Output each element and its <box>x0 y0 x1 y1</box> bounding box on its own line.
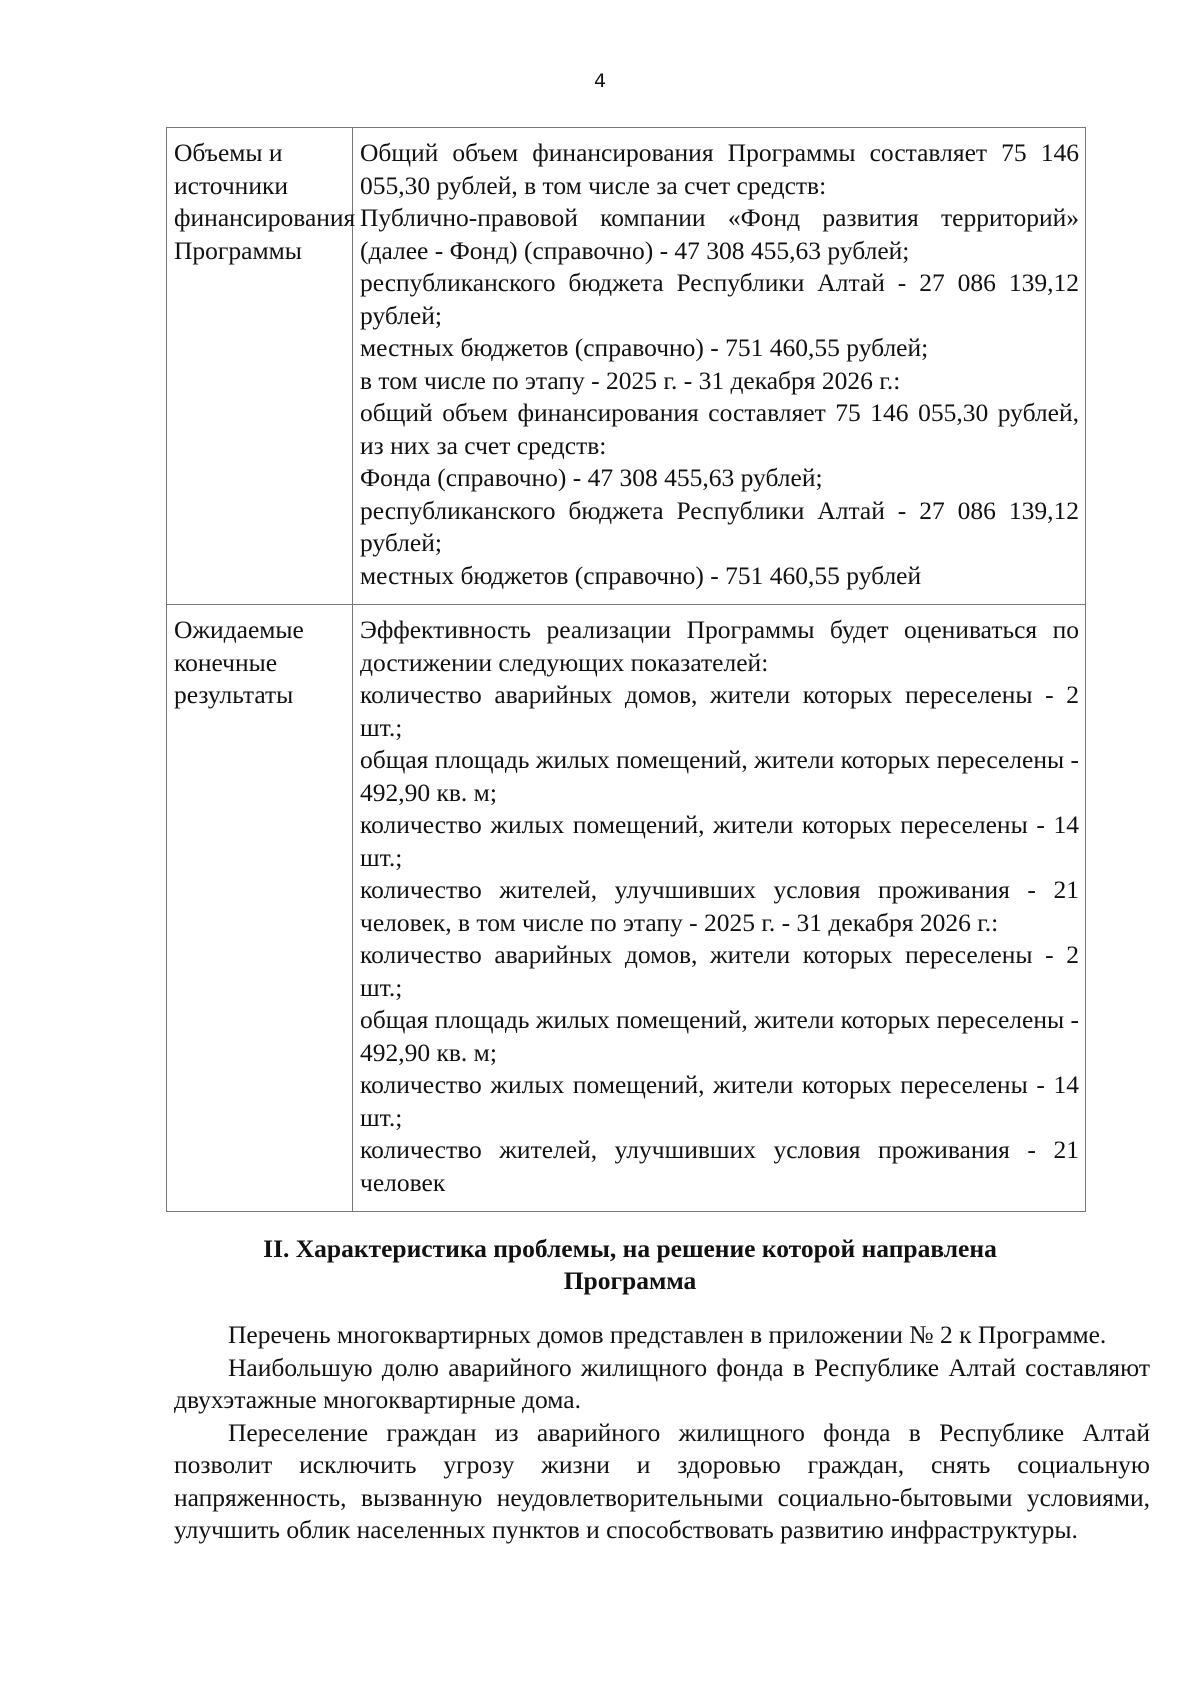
results-label: Ожидаемые конечные результаты <box>174 615 304 709</box>
financing-line: местных бюджетов (справочно) - 751 460,55 рублей <box>360 560 922 590</box>
results-line: Эффективность реализации Программы будет оцениваться по достижении следующих показателей: <box>360 615 1079 677</box>
financing-label-cell <box>167 128 356 605</box>
financing-line: республиканского бюджета Республики Алтай - 27 086 139,12 рублей; <box>360 268 1079 330</box>
financing-line: республиканского бюджета Республики Алтай - 27 086 139,12 рублей; <box>360 495 1079 557</box>
paragraph: Перечень многоквартирных домов представлен в приложении № 2 к Программе. <box>228 1320 1107 1349</box>
results-label-cell <box>167 605 353 1212</box>
table-row-financing <box>167 128 1086 605</box>
section-title <box>200 1233 1060 1297</box>
results-line: количество жителей, улучшивших условия проживания - 21 человек <box>360 1135 1079 1197</box>
program-passport-table <box>166 127 1086 1212</box>
financing-line: общий объем финансирования составляет 75 146 055,30 рублей, из них за счет средств: <box>360 398 1079 460</box>
financing-line: Публично-правовой компании «Фонд развития территорий» (далее - Фонд) (справочно) - 47 308 455,63 рублей; <box>360 203 1079 265</box>
financing-line: Общий объем финансирования Программы составляет 75 146 055,30 рублей, в том числе за счет средств: <box>360 138 1079 200</box>
results-value-cell <box>353 605 1086 1212</box>
section-title-line-1: II. Характеристика проблемы, на решение которой направлена <box>263 1234 997 1263</box>
financing-line: в том числе по этапу - 2025 г. - 31 декабря 2026 г.: <box>360 365 901 395</box>
results-line: количество жилых помещений, жители которых переселены - 14 шт.; <box>360 810 1079 872</box>
financing-line: Фонда (справочно) - 47 308 455,63 рублей; <box>360 463 823 492</box>
results-line: количество аварийных домов, жители которых переселены - 2 шт.; <box>360 680 1079 742</box>
table-row-results <box>167 605 1086 1212</box>
paragraph: Переселение граждан из аварийного жилищного фонда в Республике Алтай позволит исключить угрозу жизни и здоровью граждан, снять социальную напряженность, вызванную неудовлетворительными социально-бытовыми условиями, улучшить облик населенных пунктов и способствовать развитию инфраструктуры. <box>174 1417 1150 1544</box>
section-title-line-2: Программа <box>563 1266 697 1295</box>
page-number: 4 <box>593 70 607 92</box>
results-line: количество жилых помещений, жители которых переселены - 14 шт.; <box>360 1070 1079 1132</box>
section-body <box>174 1319 1150 1547</box>
results-line: общая площадь жилых помещений, жители которых переселены - 492,90 кв. м; <box>360 745 1079 807</box>
paragraph: Наибольшую долю аварийного жилищного фонда в Республике Алтай составляют двухэтажные многоквартирные дома. <box>174 1352 1150 1414</box>
financing-line: местных бюджетов (справочно) - 751 460,55 рублей; <box>360 333 929 362</box>
results-line: общая площадь жилых помещений, жители которых переселены - 492,90 кв. м; <box>360 1005 1079 1067</box>
financing-label: Объемы и источники финансирования Программы <box>174 138 356 265</box>
financing-value-cell <box>353 128 1086 605</box>
results-line: количество жителей, улучшивших условия проживания - 21 человек, в том числе по этапу - 2025 г. - 31 декабря 2026 г.: <box>360 875 1079 937</box>
results-line: количество аварийных домов, жители которых переселены - 2 шт.; <box>360 940 1079 1002</box>
